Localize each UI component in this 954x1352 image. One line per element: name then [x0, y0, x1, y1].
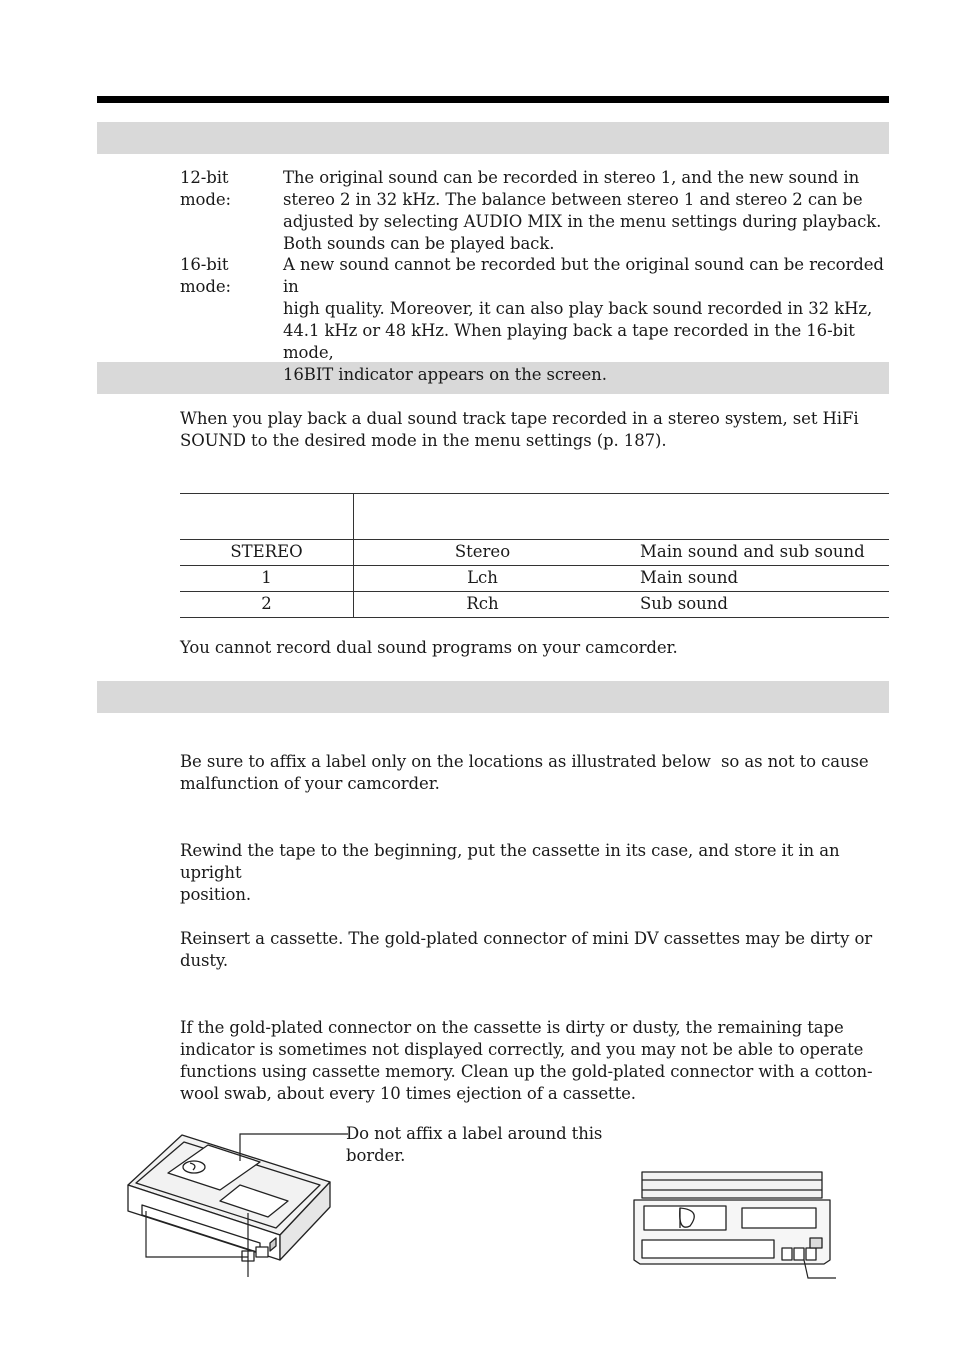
- text-line: indicator is sometimes not displayed correctly, and you may not be able to operate: [180, 1040, 864, 1059]
- label-paragraph-line: malfunction of your camcorder.: [180, 774, 440, 793]
- text-line: adjusted by selecting AUDIO MIX in the menu settings during playback.: [283, 212, 882, 231]
- table-cell-setting: STEREO: [230, 542, 303, 561]
- table-column-divider: [353, 493, 354, 618]
- cassette-perspective-illustration: [120, 1125, 350, 1290]
- reinsert-paragraph: [180, 928, 880, 972]
- text-line: When you play back a dual sound track tape recorded in a stereo system, set HiFi: [180, 409, 859, 428]
- mode-label: 12-bit mode:: [180, 168, 231, 209]
- table-rule: [180, 539, 889, 540]
- text-line: position.: [180, 885, 252, 904]
- cassette-back-illustration: [630, 1168, 840, 1288]
- label-paragraph-line: Be sure to affix a label only on the locations as illustrated below: [180, 752, 711, 771]
- connector-paragraph: [180, 1017, 880, 1105]
- text-line: border.: [346, 1146, 406, 1165]
- text-line: Reinsert a cassette. The gold-plated connector of mini DV cassettes may be dirty or: [180, 929, 873, 948]
- dual-sound-note: You cannot record dual sound programs on your camcorder.: [180, 638, 678, 657]
- storage-paragraph: [180, 840, 880, 906]
- text-line: Do not affix a label around this: [346, 1124, 603, 1143]
- table-cell-sound: Main sound and sub sound: [640, 542, 865, 561]
- table-cell-channel: Stereo: [454, 542, 511, 561]
- label-callout: [346, 1123, 616, 1167]
- text-line: 44.1 kHz or 48 kHz. When playing back a tape recorded in the 16-bit mode,: [283, 321, 855, 362]
- table-rule: [180, 493, 889, 494]
- table-rule: [180, 617, 889, 618]
- dual-sound-intro: [180, 408, 880, 452]
- table-rule: [180, 591, 889, 592]
- table-rule: [180, 565, 889, 566]
- table-cell-sound: Sub sound: [640, 594, 728, 613]
- text-line: wool swab, about every 10 times ejection of a cassette.: [180, 1084, 636, 1103]
- text-line: SOUND to the desired mode in the menu settings (p. 187).: [180, 431, 667, 450]
- table-cell-setting: 2: [261, 594, 272, 613]
- mode-label: 16-bit mode:: [180, 255, 231, 296]
- text-line: Both sounds can be played back.: [283, 234, 555, 253]
- text-line: 16BIT indicator appears on the screen.: [283, 365, 607, 384]
- mode-description: [283, 254, 889, 386]
- label-paragraph-line-end: so as not to cause: [721, 752, 869, 771]
- text-line: The original sound can be recorded in stereo 1, and the new sound in: [283, 168, 860, 187]
- table-cell-channel: Rch: [466, 594, 499, 613]
- top-rule: [97, 96, 889, 103]
- table-cell-channel: Lch: [467, 568, 498, 587]
- text-line: high quality. Moreover, it can also play back sound recorded in 32 kHz,: [283, 299, 873, 318]
- table-cell-setting: 1: [261, 568, 272, 587]
- table-cell-sound: Main sound: [640, 568, 739, 587]
- text-line: dusty.: [180, 951, 229, 970]
- mode-description: [283, 167, 889, 255]
- text-line: If the gold-plated connector on the cassette is dirty or dusty, the remaining tape: [180, 1018, 844, 1037]
- text-line: stereo 2 in 32 kHz. The balance between stereo 1 and stereo 2 can be: [283, 190, 863, 209]
- text-line: A new sound cannot be recorded but the original sound can be recorded in: [283, 255, 884, 296]
- text-line: functions using cassette memory. Clean up the gold-plated connector with a cotton-: [180, 1062, 873, 1081]
- section-header-band: [97, 681, 889, 713]
- section-header-band: [97, 122, 889, 154]
- text-line: Rewind the tape to the beginning, put the cassette in its case, and store it in an upright: [180, 841, 840, 882]
